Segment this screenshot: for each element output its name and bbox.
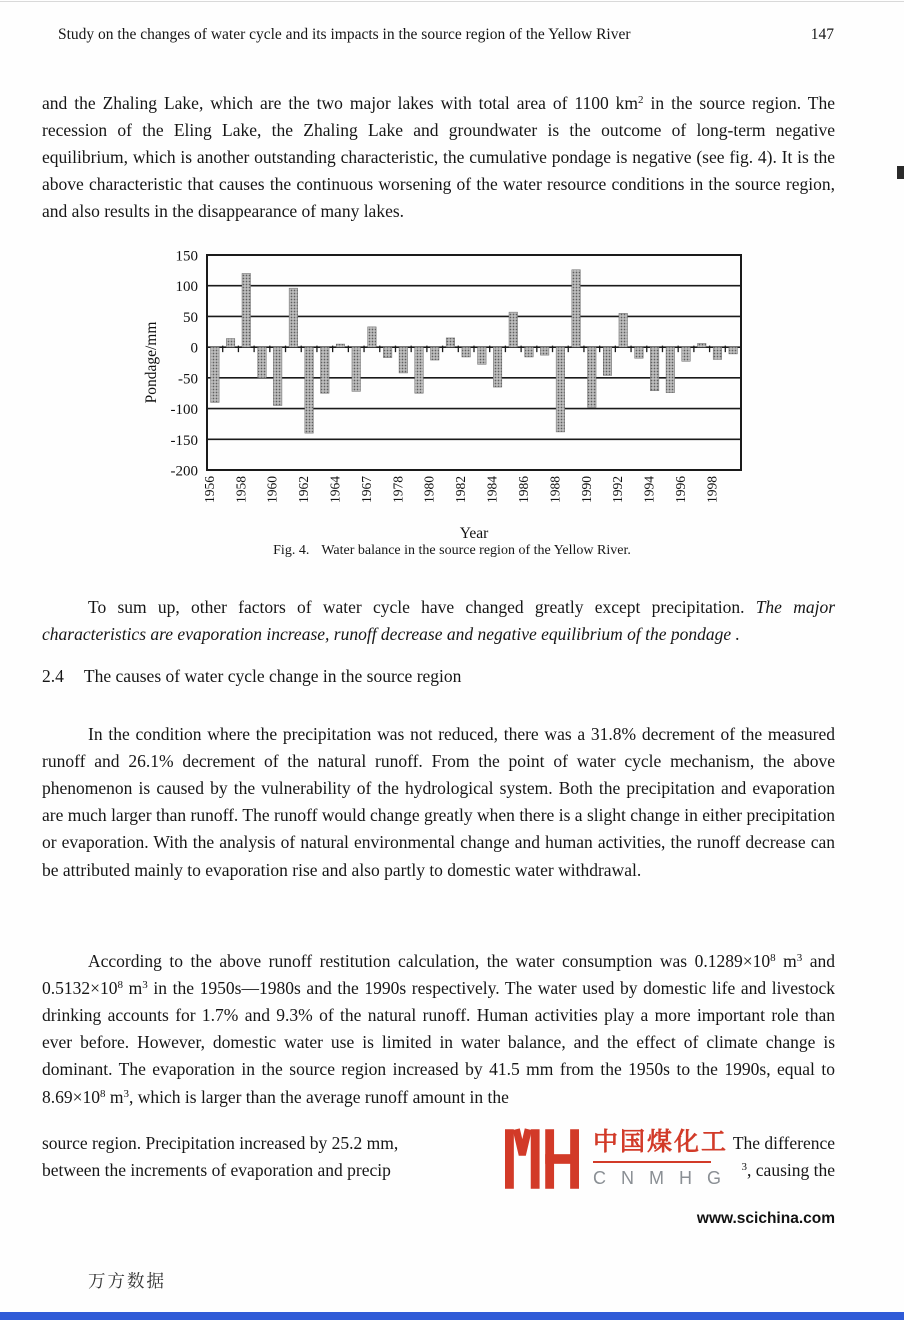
svg-text:1978: 1978 bbox=[390, 476, 406, 503]
svg-text:1994: 1994 bbox=[641, 476, 657, 503]
svg-text:1980: 1980 bbox=[421, 476, 437, 503]
line9-left: between the increments of evaporation and precip bbox=[42, 1160, 391, 1180]
section-number: 2.4 bbox=[42, 666, 64, 686]
svg-text:1988: 1988 bbox=[547, 476, 563, 503]
running-header-title: Study on the changes of water cycle and its impacts in the source region of the Yellow River bbox=[58, 26, 631, 43]
logo-h-glyph bbox=[545, 1129, 579, 1189]
svg-text:-150: -150 bbox=[170, 432, 198, 449]
svg-text:1986: 1986 bbox=[515, 476, 531, 503]
y-axis-title: Pondage/mm bbox=[143, 321, 160, 404]
cnmhg-logo-icon bbox=[505, 1122, 579, 1196]
svg-text:1996: 1996 bbox=[673, 476, 689, 503]
bottom-blue-bar bbox=[0, 1312, 904, 1320]
paragraph-consumption: According to the above runoff restitution calculation, the water consumption was $0.1289\times 10^8$ $m^3$ and $0.5132\times 10^8$ $m^3$ in the 1950s—1980s and the 1990s respectively. The water used by domestic life and livestock drinking accounts for 1.7% and 9.3% of the natural runoff. Human activities play a more important role than ever before. However, domestic water use is limited in water balance, and the effect of climate change is dominant. The evaporation in the source region increased by 41.5 mm from the 1950s to the 1990s, equal to $8.69\times 10^8$ $m^3$, which is larger than the average runoff amount in the bbox=[42, 950, 835, 1107]
running-header bbox=[58, 26, 834, 44]
watermark-chinese-text: 中国煤化工 bbox=[593, 1128, 729, 1156]
logo-m-glyph bbox=[505, 1129, 540, 1189]
wanfang-data-mark: 万方数据 bbox=[88, 1271, 166, 1291]
watermark-text-block bbox=[593, 1122, 728, 1189]
svg-text:1962: 1962 bbox=[296, 476, 312, 503]
svg-text:1960: 1960 bbox=[264, 476, 280, 503]
scichina-url: www.scichina.com bbox=[696, 1210, 835, 1227]
watermark-rule bbox=[593, 1161, 711, 1163]
paragraph-summary: To sum up, other factors of water cycle have changed greatly except precipitation. The major characteristics are evaporation increase, runoff decrease and negative equilibrium of the pondage . bbox=[42, 596, 836, 644]
svg-text:1967: 1967 bbox=[358, 476, 374, 503]
svg-text:1956: 1956 bbox=[201, 476, 217, 503]
svg-text:150: 150 bbox=[175, 248, 198, 265]
scan-top-rule bbox=[0, 1, 904, 2]
svg-text:0: 0 bbox=[190, 340, 198, 357]
line8-left: source region. Precipitation increased by 25.2 mm, bbox=[42, 1133, 399, 1153]
paragraph-causes: In the condition where the precipitation was not reduced, there was a 31.8% decrement of the measured runoff and 26.1% decrement of the natural runoff. From the point of water cycle mechanism, the above phenomenon is caused by the vulnerability of the hydrological system. Both the precipitation and evaporation are much larger than runoff. The runoff would change greatly when there is a slight change in either precipitation or evaporation. With the analysis of natural environmental change and human activities, the runoff decrease can be attributed mainly to evaporation rise and also partly to domestic water withdrawal. bbox=[42, 723, 835, 880]
svg-text:1982: 1982 bbox=[453, 476, 469, 503]
svg-text:1992: 1992 bbox=[610, 476, 626, 503]
svg-text:-50: -50 bbox=[178, 371, 198, 388]
line8-right: The difference bbox=[732, 1133, 835, 1153]
figure-caption-label: Fig. 4. bbox=[273, 543, 310, 558]
cnmhg-watermark bbox=[505, 1122, 840, 1202]
paragraph-lakes: and the Zhaling Lake, which are the two major lakes with total area of 1100 $km^2$ in the source region. The recession of the Eling Lake, the Zhaling Lake and groundwater is the outcome of long-term negative equilibrium, which is another outstanding characteristic, the cumulative pondage is negative (see fig. 4). It is the above characteristic that causes the continuous worsening of the water resource conditions in the source region, and also results in the disappearance of many lakes. bbox=[42, 92, 835, 222]
svg-text:100: 100 bbox=[175, 279, 198, 296]
svg-text:1958: 1958 bbox=[233, 476, 249, 503]
x-axis-title: Year bbox=[459, 525, 489, 542]
svg-text:1964: 1964 bbox=[327, 476, 343, 503]
page-number: 147 bbox=[810, 26, 834, 43]
svg-text:-200: -200 bbox=[170, 463, 198, 480]
figure-caption-text: Water balance in the source region of the Yellow River. bbox=[321, 543, 631, 558]
svg-text:1998: 1998 bbox=[704, 476, 720, 503]
svg-text:1984: 1984 bbox=[484, 476, 500, 503]
scan-artifact bbox=[897, 166, 904, 179]
svg-text:-100: -100 bbox=[170, 402, 198, 419]
svg-text:50: 50 bbox=[183, 309, 198, 326]
section-heading-2-4 bbox=[42, 666, 835, 687]
svg-text:1990: 1990 bbox=[578, 476, 594, 503]
section-title: The causes of water cycle change in the source region bbox=[83, 666, 462, 686]
line9-right: $^3$, causing the bbox=[741, 1160, 835, 1180]
watermark-latin-text: C N M H G bbox=[593, 1168, 726, 1188]
figure-caption bbox=[0, 543, 904, 559]
water-balance-chart bbox=[140, 247, 820, 547]
